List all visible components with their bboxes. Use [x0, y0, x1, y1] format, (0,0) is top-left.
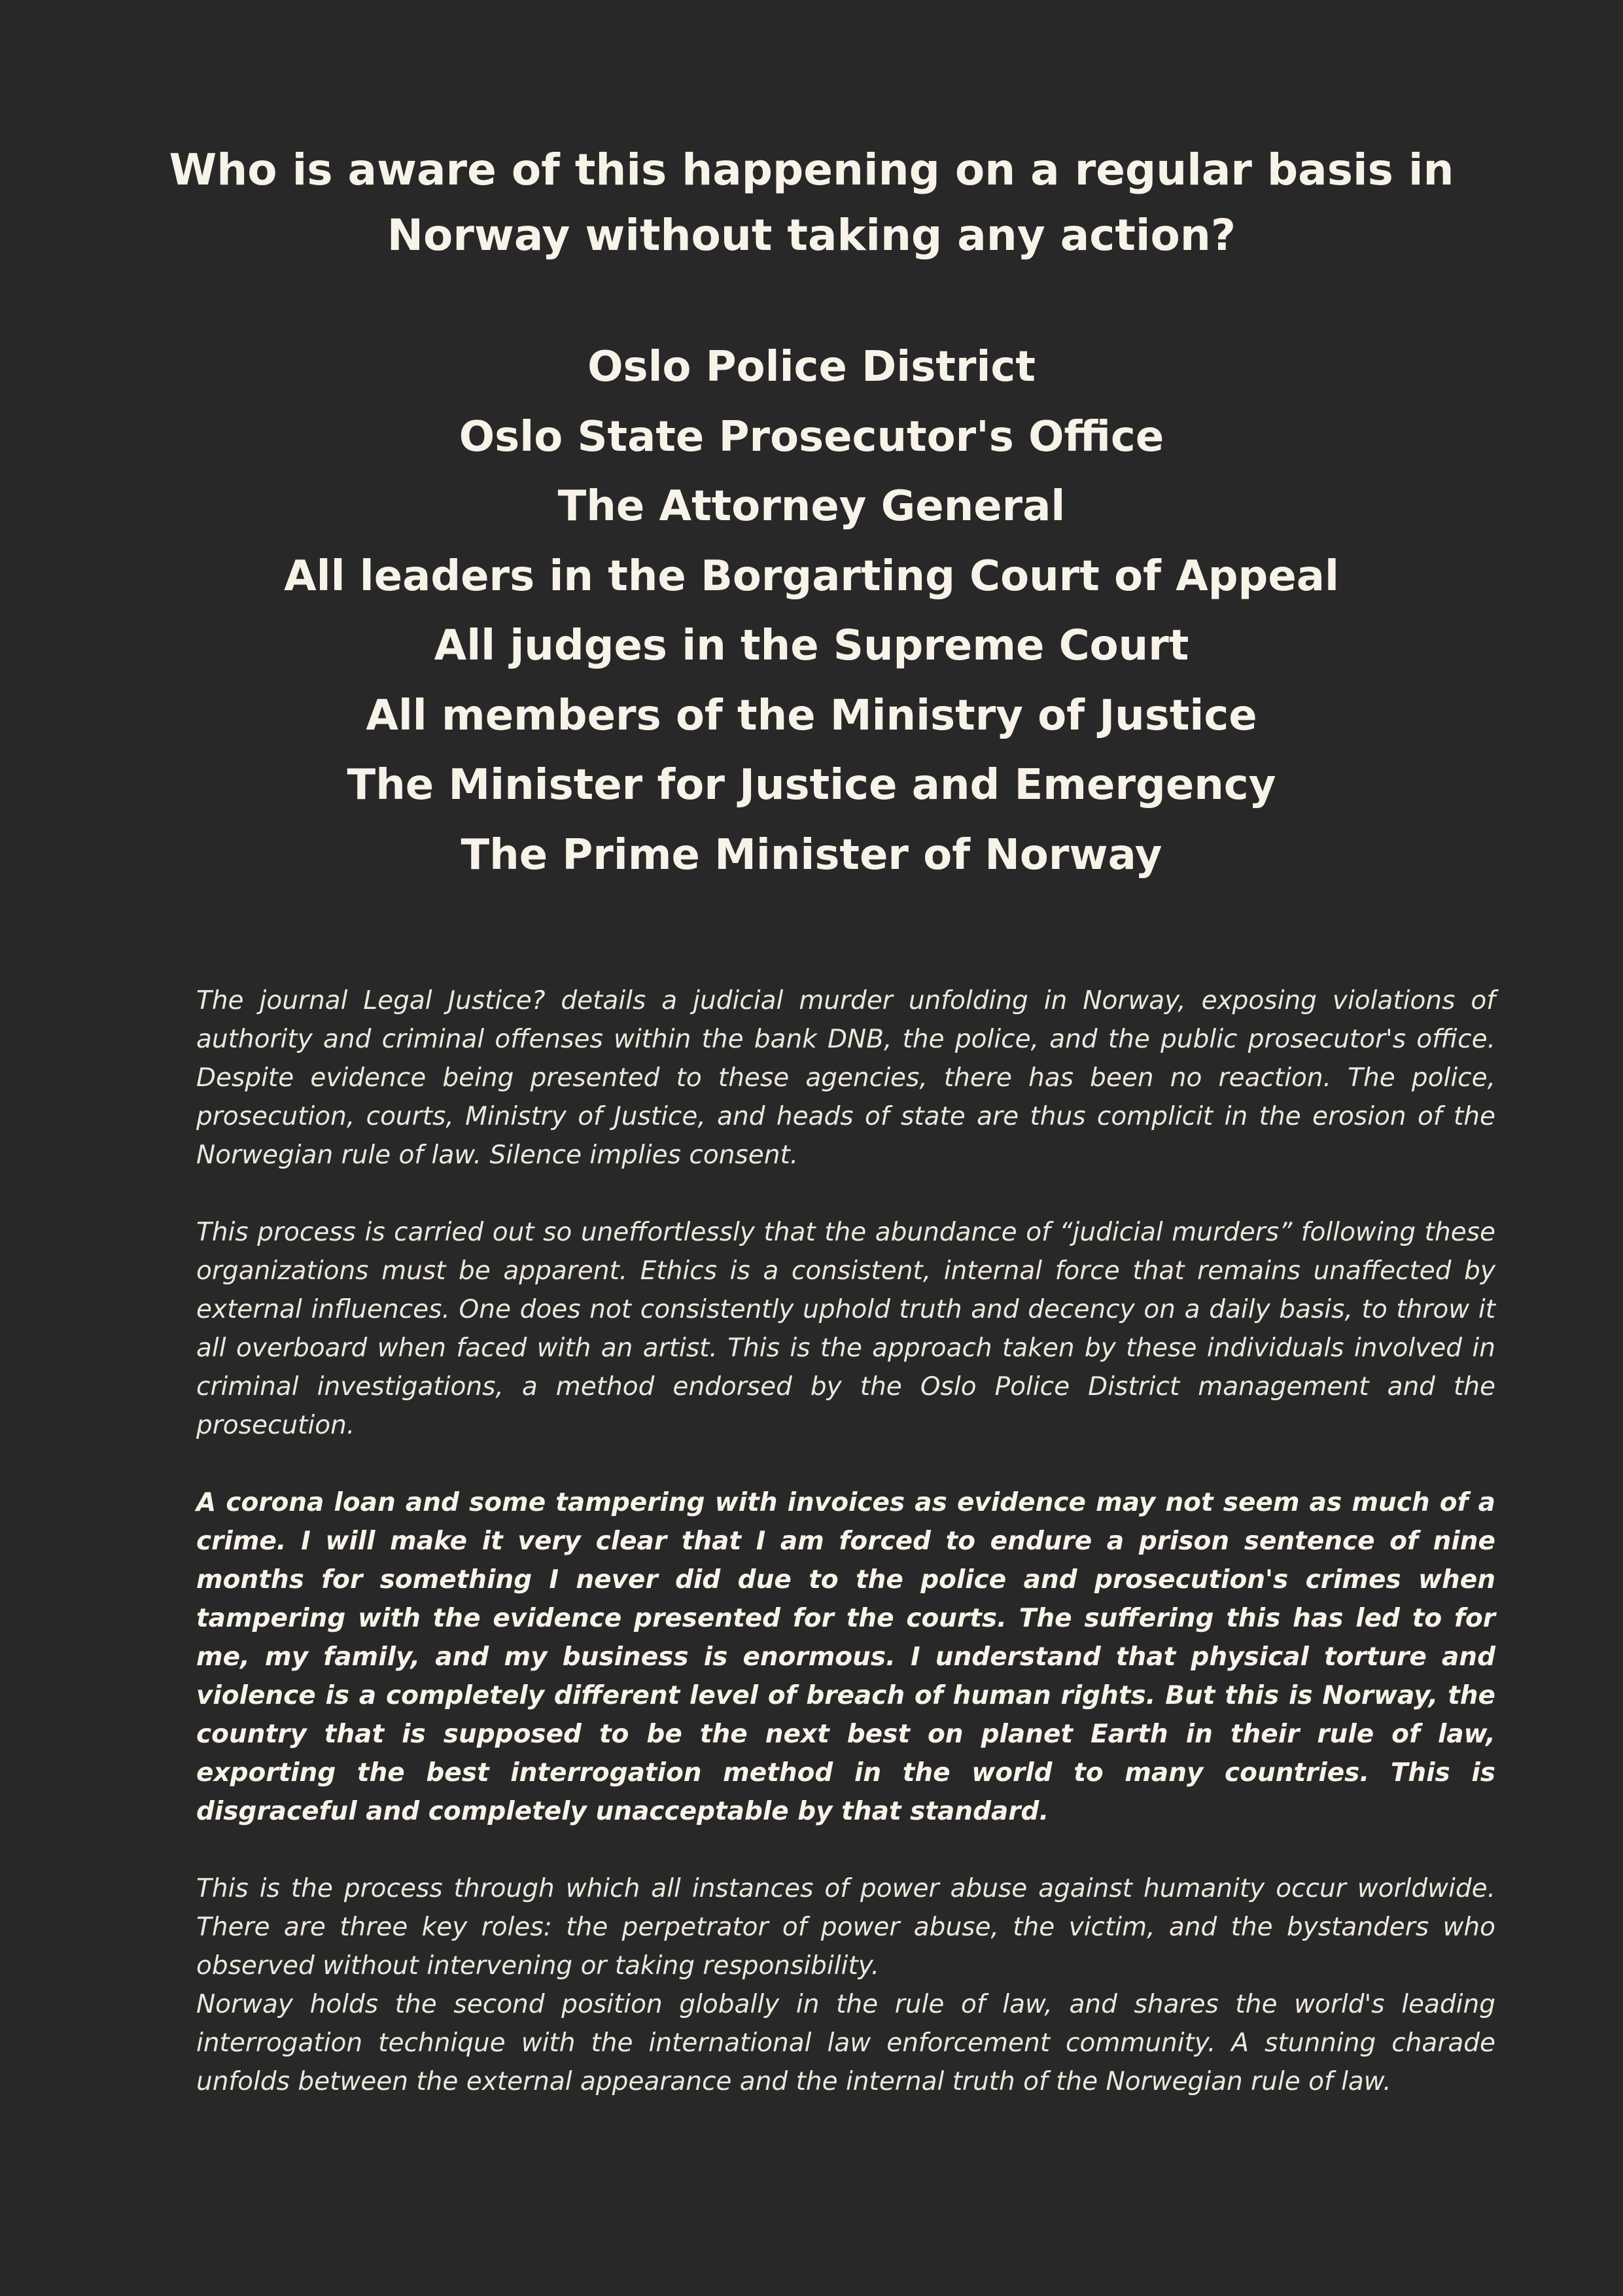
organization-item: All members of the Ministry of Justice: [366, 691, 1257, 740]
page-title-line-1: Who is aware of this happening on a regular basis in: [169, 145, 1454, 195]
organization-item: All judges in the Supreme Court: [434, 622, 1189, 670]
organization-list: [131, 332, 1492, 890]
paragraph-spacer: [196, 1831, 1495, 1869]
paragraph-journal-summary: The journal Legal Justice? details a judicial murder unfolding in Norway, exposing violations of authority and criminal offenses within the bank DNB, the police, and the public prosecutor's office. Despite evidence being presented to these agencies, there has been no reaction. The police, prosecution, courts, Ministry of Justice, and heads of state are thus complicit in the erosion of the Norwegian rule of law. Silence implies consent.: [196, 986, 1495, 1170]
paragraph-corona-loan: A corona loan and some tampering with invoices as evidence may not seem as much of a crime. I will make it very clear that I am forced to endure a prison sentence of nine months for something I never did due to the police and prosecution's crimes when tampering with the evidence presented for the courts. The suffering this has led to for me, my family, and my business is enormous. I understand that physical torture and violence is a completely different level of breach of human rights. But this is Norway, the country that is supposed to be the next best on planet Earth in their rule of law, exporting the best interrogation method in the world to many countries. This is disgraceful and completely unacceptable by that standard.: [196, 1488, 1495, 1826]
paragraph-spacer: [196, 1174, 1495, 1213]
paragraph-process: This process is carried out so uneffortlessly that the abundance of “judicial murders” following these organizations must be apparent. Ethics is a consistent, internal force that remains unaffected by external influences. One does not consistently uphold truth and decency on a daily basis, to throw it all overboard when faced with an artist. This is the approach taken by these individuals involved in criminal investigations, a method endorsed by the Oslo Police District management and the prosecution.: [196, 1218, 1495, 1440]
paragraph-spacer: [196, 1445, 1495, 1483]
page-title: [131, 137, 1492, 268]
organization-item: All leaders in the Borgarting Court of Appeal: [284, 552, 1339, 601]
paragraph-power-abuse: This is the process through which all instances of power abuse against humanity occur worldwide. There are three key roles: the perpetrator of power abuse, the victim, and the bystanders who observed without intervening or taking responsibility.: [196, 1874, 1495, 1981]
organization-item: The Minister for Justice and Emergency: [347, 761, 1276, 809]
page-title-line-2: Norway without taking any action?: [387, 210, 1236, 260]
organization-item: Oslo Police District: [587, 343, 1036, 391]
paragraph-rule-of-law: Norway holds the second position globally in the rule of law, and shares the world's leading interrogation technique with the international law enforcement community. A stunning charade unfolds between the external appearance and the internal truth of the Norwegian rule of law.: [196, 1990, 1495, 2096]
organization-item: The Attorney General: [557, 482, 1066, 531]
organization-item: The Prime Minister of Norway: [461, 830, 1162, 879]
body-text: [196, 981, 1495, 2101]
organization-item: Oslo State Prosecutor's Office: [459, 412, 1164, 461]
